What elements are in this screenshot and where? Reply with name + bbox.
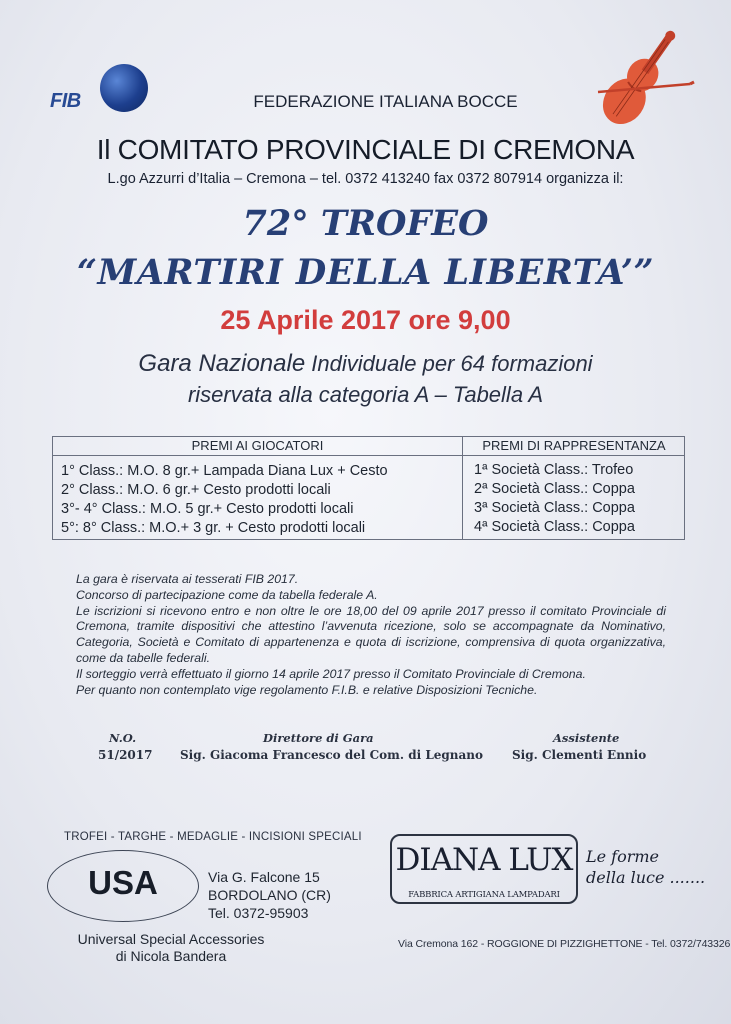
- event-title-line2: “MARTIRI DELLA LIBERTA’”: [76, 252, 655, 293]
- usa-phone: Tel. 0372-95903: [208, 905, 309, 921]
- player-prize-row: 5°: 8° Class.: M.O.+ 3 gr. + Cesto prodotti locali: [61, 520, 366, 536]
- players-prizes-header: PREMI AI GIOCATORI: [191, 438, 324, 453]
- assistant-label: Assistente: [553, 731, 620, 745]
- usa-address-line: Via G. Falcone 15: [208, 869, 320, 885]
- no-label: N.O.: [109, 731, 137, 745]
- usa-tagline: TROFEI - TARGHE - MEDAGLIE - INCISIONI SPECIALI: [64, 831, 362, 843]
- gara-rest: Individuale per 64 formazioni: [305, 351, 593, 376]
- usa-name-line: Universal Special Accessories: [77, 931, 265, 947]
- representation-prize-row: 3ª Società Class.: Coppa: [474, 500, 635, 516]
- player-prize-row: 2° Class.: M.O. 6 gr.+ Cesto prodotti locali: [61, 482, 331, 498]
- assistant-value: Sig. Clementi Ennio: [512, 748, 647, 762]
- federation-name: FEDERAZIONE ITALIANA BOCCE: [253, 92, 518, 111]
- fib-logo-text: FIB: [50, 90, 81, 112]
- violin-icon: [590, 22, 700, 147]
- usa-logo: USA: [88, 864, 158, 901]
- motto-line: Le forme: [586, 847, 660, 866]
- player-prize-row: 1° Class.: M.O. 8 gr.+ Lampada Diana Lux + Cesto: [61, 463, 388, 479]
- diana-lux-subtitle: FABBRICA ARTIGIANA LAMPADARI: [408, 890, 560, 900]
- motto-line: della luce .......: [586, 868, 706, 887]
- player-prize-row: 3°- 4° Class.: M.O. 5 gr.+ Cesto prodotti locali: [61, 501, 354, 517]
- gara-category: riservata alla categoria A – Tabella A: [187, 382, 544, 407]
- rule-paragraph: Le iscrizioni si ricevono entro e non oltre le ore 18,00 del 09 aprile 2017 presso il comitato Provinciale di Cremona, tramite dispositivi che attestino l’avvenuta ricezione, solo se accompagnate da Nominativo, Categoria, Società e Comitato di appartenenza e quota di iscrizione, comprensiva di quota organizzativa, come da tabelle federali.: [76, 603, 666, 665]
- representation-prize-row: 2ª Società Class.: Coppa: [474, 481, 635, 497]
- usa-address: [208, 868, 331, 922]
- representation-prizes-header: PREMI DI RAPPRESENTANZA: [482, 438, 666, 453]
- usa-company-name: [0, 931, 342, 965]
- diana-lux-motto: [586, 846, 705, 888]
- director-value: Sig. Giacoma Francesco del Com. di Legnano: [180, 748, 484, 762]
- event-datetime: 25 Aprile 2017 ore 9,00: [220, 305, 511, 335]
- table-header-divider: [53, 455, 684, 456]
- event-title-line1: 72° TROFEO: [242, 203, 489, 244]
- gara-label: Gara Nazionale: [138, 350, 306, 377]
- rule-paragraph: Concorso di partecipazione come da tabella federale A.: [76, 587, 378, 602]
- usa-name-line: di Nicola Bandera: [115, 948, 227, 964]
- rules-text: [76, 572, 666, 698]
- rule-paragraph: Per quanto non contemplato vige regolamento F.I.B. e relative Disposizioni Tecniche.: [76, 682, 538, 697]
- representation-prize-row: 1ª Società Class.: Trofeo: [474, 462, 634, 478]
- gara-description: [0, 350, 731, 378]
- diana-lux-address: Via Cremona 162 - ROGGIONE DI PIZZIGHETTONE - Tel. 0372/743326: [398, 938, 731, 950]
- representation-prize-row: 4ª Società Class.: Coppa: [474, 519, 635, 535]
- usa-address-line: BORDOLANO (CR): [208, 887, 331, 903]
- no-value: 51/2017: [98, 748, 153, 762]
- prizes-table: [52, 436, 685, 540]
- diana-lux-logo: DIANA LUX: [395, 842, 573, 878]
- rule-paragraph: Il sorteggio verrà effettuato il giorno 14 aprile 2017 presso il Comitato Provinciale di Cremona.: [76, 666, 586, 681]
- director-label: Direttore di Gara: [263, 731, 374, 745]
- committee-title: Il COMITATO PROVINCIALE DI CREMONA: [96, 134, 635, 165]
- rule-paragraph: La gara è riservata ai tesserati FIB 2017.: [76, 572, 299, 586]
- committee-address: L.go Azzurri d’Italia – Cremona – tel. 0372 413240 fax 0372 807914 organizza il:: [107, 171, 624, 187]
